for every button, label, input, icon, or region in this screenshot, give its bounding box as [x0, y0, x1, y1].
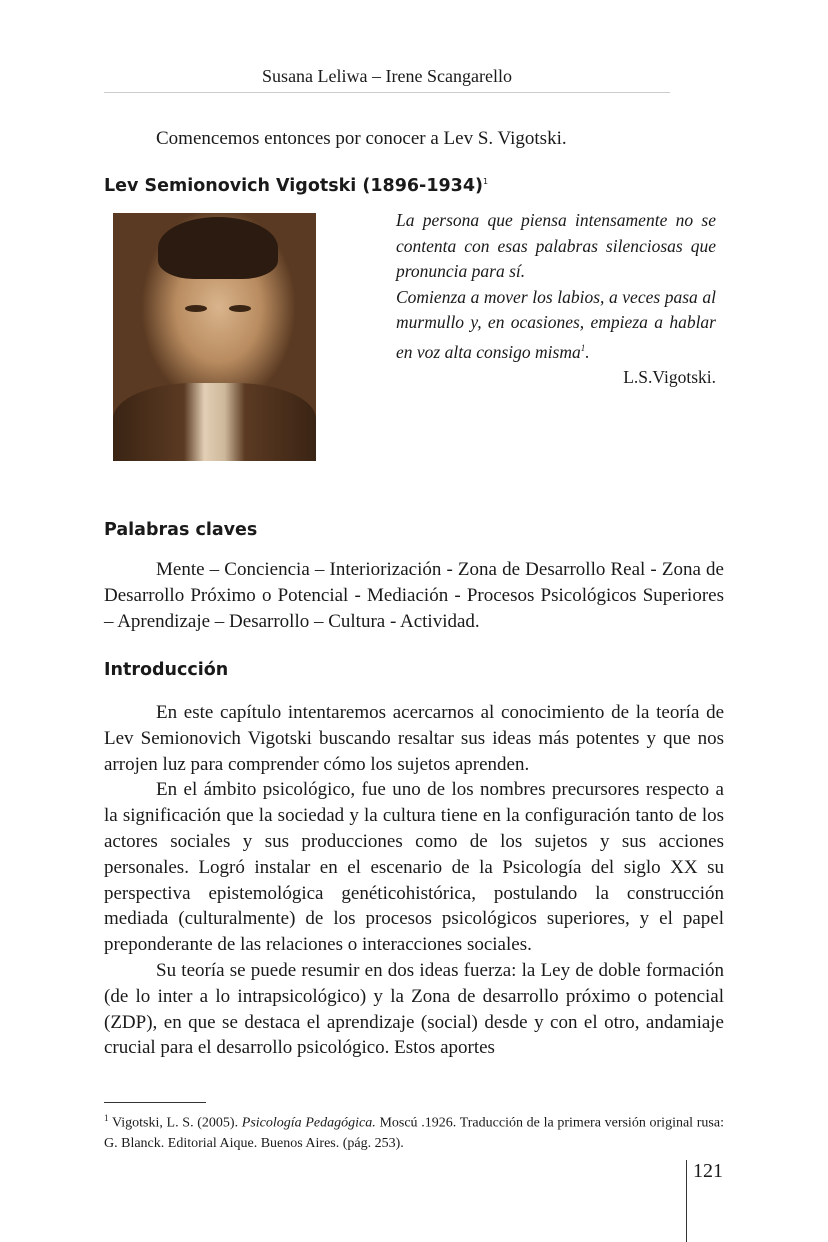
footnote-mark: 1 [104, 1113, 109, 1123]
paragraph: En este capítulo intentaremos acercarnos al conocimiento de la teoría de Lev Semionovich Vigotski buscando resaltar sus ideas más potentes y que nos arrojen luz para comprender cómo los sujetos aprenden. [104, 702, 724, 775]
footnote-book-title: Psicología Pedagógica. [241, 1115, 376, 1131]
quote-text-2: Comienza a mover los labios, a veces pasa al murmullo y, en ocasiones, empieza a hablar en voz alta consigo misma [396, 286, 716, 362]
page-number: 121 [693, 1160, 723, 1182]
keywords-text: Mente – Conciencia – Interiorización - Zona de Desarrollo Real - Zona de Desarrollo Próximo o Potencial - Mediación - Procesos Psicológicos Superiores – Aprendizaje – Desarrollo – Cultura - Actividad. [104, 559, 724, 632]
quote-author: L.S.Vigotski. [623, 367, 716, 388]
page-number-rule [686, 1160, 687, 1242]
epigraph-quote [396, 208, 716, 391]
paragraph: En el ámbito psicológico, fue uno de los nombres precursores respecto a la significación que la sociedad y la cultura tiene en la configuración tanto de los actores sociales y sus producciones como de los sujetos y sus acciones personales. Logró instalar en el escenario de la Psicología del siglo XX su perspectiva epistemológica genéticohistórica, postulando la construcción mediada (culturalmente) de los procesos psicológicos superiores, y el papel preponderante de las relaciones o interacciones sociales. [104, 779, 724, 956]
footnote-rule [104, 1102, 206, 1103]
intro-line: Comencemos entonces por conocer a Lev S. Vigotski. [156, 128, 567, 149]
portrait-photo [113, 213, 316, 461]
section-title-text: Lev Semionovich Vigotski (1896-1934) [104, 176, 484, 196]
introduction-body [104, 700, 724, 1061]
introduction-heading: Introducción [104, 660, 229, 680]
footnote-text-rest: Moscú .1926. Traducción de la primera versión original rusa: G. Blanck. Editorial Aique. Buenos Aires. (pág. 253). [104, 1115, 724, 1151]
section-title [104, 176, 488, 196]
footnote-ref[interactable]: 1 [483, 177, 489, 187]
quote-end: . [585, 341, 590, 362]
header-rule [104, 92, 670, 93]
paragraph: Su teoría se puede resumir en dos ideas fuerza: la Ley de doble formación (de lo inter a lo intrapsicológico) y la Zona de desarrollo próximo o potencial (ZDP), en que se destaca el aprendizaje (social) desde y con el otro, andamiaje crucial para el desarrollo psicológico. Estos aportes [104, 959, 724, 1059]
quote-footnote-ref[interactable]: 1 [580, 342, 586, 353]
keywords-heading: Palabras claves [104, 520, 258, 540]
footnote [104, 1108, 724, 1154]
running-header: Susana Leliwa – Irene Scangarello [262, 66, 512, 86]
footnote-text: Vigotski, L. S. (2005). [108, 1115, 242, 1131]
quote-text-1: La persona que piensa intensamente no se contenta con esas palabras silenciosas que pronuncia para sí. [396, 210, 716, 282]
